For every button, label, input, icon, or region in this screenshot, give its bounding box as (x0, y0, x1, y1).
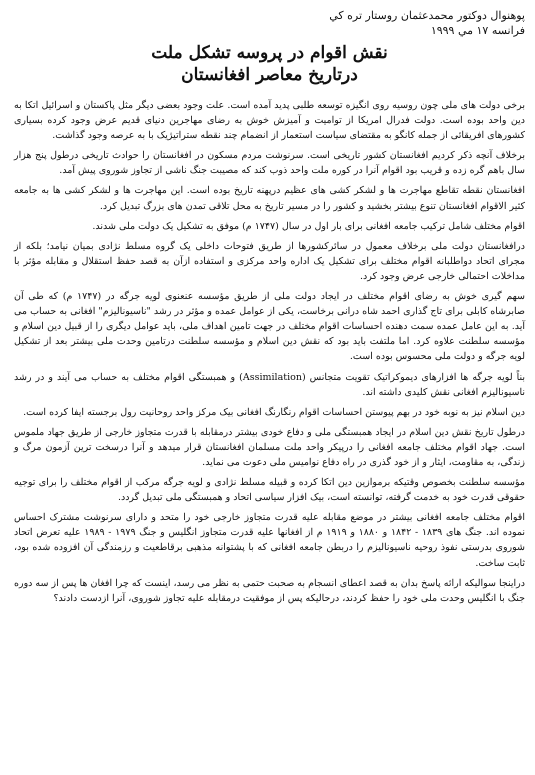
paragraph-5: درافغانستان دولت ملی برخلاف معمول در سائرکشورها از طریق فتوحات داخلی یک گروه مسلط نژادی بمیان نیامد؛ بلکه از مجرای اتحاد دواطلبانه اقوام مختلف برای تشکیل یک اداره واحد مرکزی و استفاده ازآن به قصد حفظ استقلال و مقابله مؤثر با مداخلات احتمالی خارجی عرض وجود کرد. (14, 240, 525, 282)
paragraph-9: درطول تاریخ نقش دین اسلام در ایجاد همبستگی ملی و دفاع خودی بیشتر درمقابله با قدرت متجاوز خارجی از طریق جهاد ملموس است. جهاد اقوام مختلف جامعه افغانی را درپیکر واحد ملت مسلمان افغانستان قرار میدهد و آنرا درسخت ترین آزمون مرگ و زندگی، به مقاومت، ایثار و از خود گذری در راه دفاع نوامیس ملی دعوت می نماید. (14, 426, 525, 468)
document-title: نقش اقوام در پروسه تشکل ملت (151, 43, 388, 63)
author-line: پوهنوال دوکتور محمدعثمان روستار تره کي (329, 9, 525, 22)
paragraph-12: دراینجا سوالیکه ارائه پاسخ بدان به قصد اعطای انسجام به صحبت حتمی به نظر می رسد، اینست که چرا افغان ها پس از سه دوره جنگ با انگلیس وحدت ملی خود را حفظ کردند، درحالیکه پس از موفقیت درمقابله علیه تجاوز شوروی، آنرا ازدست دادند؟ (14, 577, 525, 604)
article-body (14, 98, 525, 606)
document-subtitle: درتاریخ معاصر افغانستان (181, 65, 358, 85)
paragraph-6: سهم گیری خوش به رضای اقوام مختلف در ایجاد دولت ملی از طریق مؤسسه عنعنوی لویه جرگه در (۱۷۴۷ م) که طی آن صابرشاه کابلی برای تاج گذاری احمد شاه درانی برخاست، یکی از عوامل عمده و مؤثر در رشد "ناسیونالیزم" افغانی به حساب می آید. به این عامل عمده سمت دهنده احساسات اقوام مختلف در جهت تامین اهداف ملی، باید عوامل دیگری را از قبیل دین اسلام و مؤسسه سلطنت علاوه کرد. اما ملتفت باید بود که نقش دین اسلام و مؤسسه سلطنت درتامین وحدت ملی بیشتر بعد از تشکیل لویه جرگه و دولت ملی محسوس بوده است. (14, 291, 525, 363)
paragraph-4: اقوام مختلف شامل ترکیب جامعه افغانی برای بار اول در سال (۱۷۴۷ م) موفق به تشکیل یک دولت ملی شدند. (92, 220, 525, 232)
paragraph-1: برخی دولت های ملی چون روسیه روی انگیزه توسعه طلبی پدید آمده است. علت وجود بعضی دیگر مثل پاکستان و اسرائیل اتکا به دین واحد بوده است. دولت فدرال امریکا از توامیت و آمیزش خوش به رضای مهاجرین دنیای قدیم عرض وجود کرده بسیاری کشورهای افریقائی از جمله کانگو به مقتضای سیاست استعمار از انضمام چند نقطه ستراتیژیک با به عرصه وجود گذاشت. (14, 100, 525, 142)
paragraph-3: افغانستان نقطه تقاطع مهاجرت ها و لشکر کشی های عظیم درپهنه تاریخ بوده است. این مهاجرت ها و لشکر کشی ها به جامعه کثیر الاقوام افغانستان تنوع بیشتر بخشید و کشور را در مسیر تاریخ به محل تلاقی تمدن های بزرگ تبدیل کرد. (14, 185, 525, 212)
place-date-line: فرانسه ۱۷ مي ۱۹۹۹ (430, 24, 525, 37)
paragraph-11: اقوام مختلف جامعه افغانی بیشتر در موضع مقابله علیه قدرت متجاوز خارجی خود را متحد و دارای سرنوشت مشترک احساس نموده اند. جنگ های ۱۸۳۹ - ۱۸۴۲ و ۱۸۸۰ و ۱۹۱۹ م از افغانها علیه قدرت متجاوز انگلیس و جنگ ۱۹۷۹ - ۱۹۸۹ علیه تعرض اتحاد شوروی بدرستی نفوذ روحیه ناسیونالیزم را دربطن جامعه افغانی که با پشتوانه مذهبی برقاطعیت و رزمندگی آن افزوده شده بود، ثابت ساخت. (14, 512, 526, 569)
paragraph-7: بناً لویه جرگه ها افزارهای دیموکراتیک تقویت متجانس (Assimilation) و همبستگی اقوام مختلف به حساب می آیند و در رشد ناسیونالیزم افغانی نقش کلیدی داشته اند. (14, 371, 525, 398)
paragraph-2: برخلاف آنچه ذکر کردیم افغانستان کشور تاریخی است. سرنوشت مردم مسکون در افغانستان را حوادث تاریخی درطول پنج هزار سال باهم گره زده و قریب بود اقوام آنرا در کوره ملت واحد ذوب کند که مصیبت جنگ ناشی از تجاوز شوروی پیش آمد. (14, 150, 525, 177)
paragraph-10: مؤسسه سلطنت بخصوص وقتیکه برموازین دین اتکا کرده و قبیله مسلط نژادی و لویه جرگه مرکب از اقوام مختلف را برای توجیه حقوقی قدرت خود به خدمت گرفته، توانسته است، بیک افزار سیاسی اتحاد و همبستگی ملی تبدیل گردد. (14, 477, 525, 504)
paragraph-8: دین اسلام نیز به نوبه خود در بهم پیوستن احساسات اقوام رنگارنگ افغانی بیک مرکز واحد روحانیت رول برجسته ایفا کرده است. (23, 406, 525, 418)
